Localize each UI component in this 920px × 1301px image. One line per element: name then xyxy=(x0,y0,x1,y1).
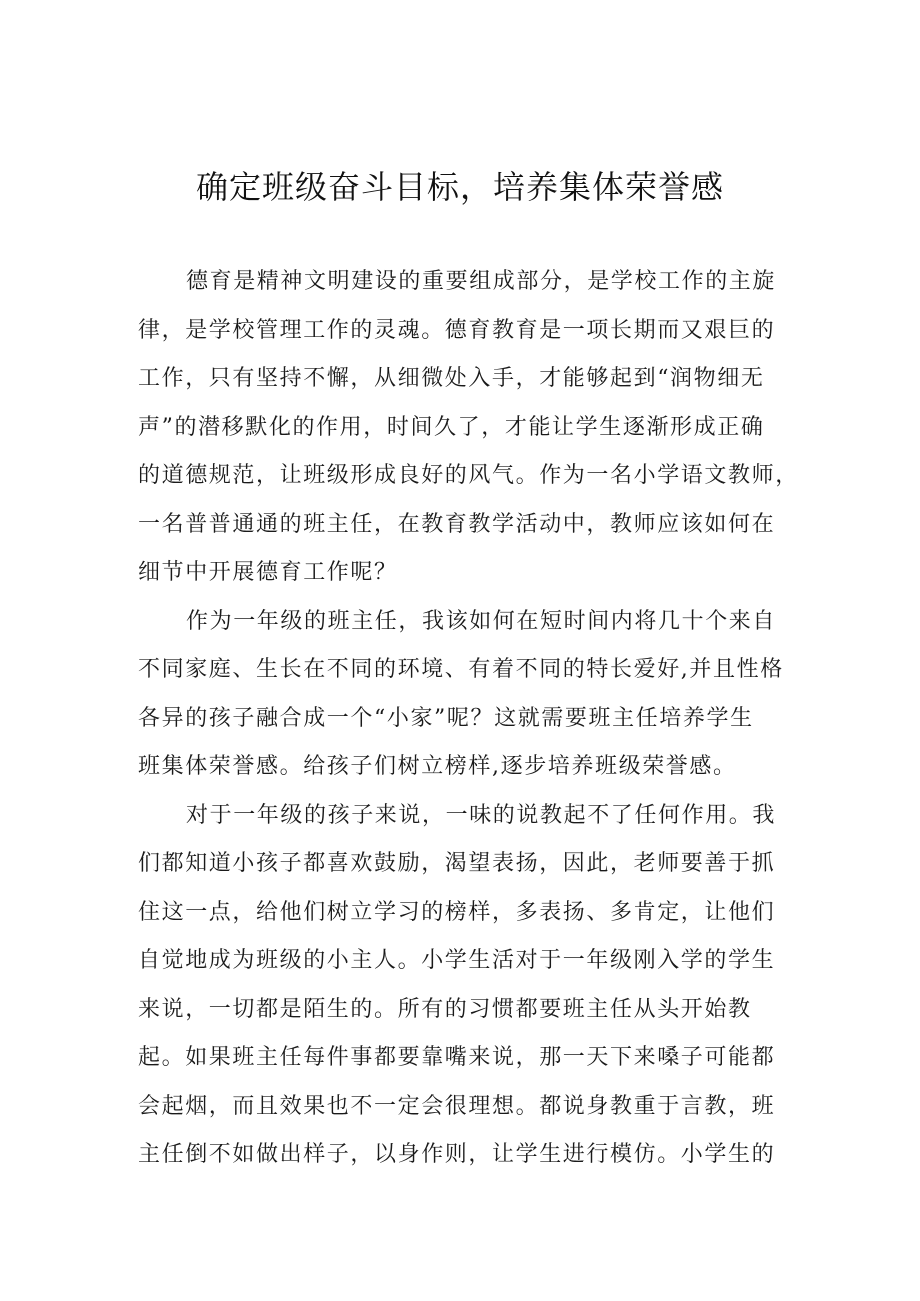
text-line: 班集体荣誉感。给孩子们树立榜样,逐步培养班级荣誉感。 xyxy=(138,754,737,779)
text-line: 们都知道小孩子都喜欢鼓励，渴望表扬，因此，老师要善于抓 xyxy=(138,851,776,876)
text-line: 不同家庭、生长在不同的环境、有着不同的特长爱好,并且性格 xyxy=(138,657,784,682)
text-line: 各异的孩子融合成一个“小家”呢？这就需要班主任培养学生 xyxy=(138,705,754,731)
document-title: 确定班级奋斗目标，培养集体荣誉感 xyxy=(195,168,724,206)
text-line: 会起烟，而且效果也不一定会很理想。都说身教重于言教，班 xyxy=(138,1093,776,1119)
text-line: 住这一点，给他们树立学习的榜样，多表扬、多肯定，让他们 xyxy=(138,899,776,925)
text-line: 工作，只有坚持不懈，从细微处入手，才能够起到“润物细无 xyxy=(138,366,765,391)
text-line: 声”的潜移默化的作用，时间久了，才能让学生逐渐形成正确 xyxy=(138,414,765,440)
text-line: 一名普普通通的班主任，在教育教学活动中，教师应该如何在 xyxy=(138,511,776,537)
text-line: 律，是学校管理工作的灵魂。德育教育是一项长期而又艰巨的 xyxy=(138,317,776,343)
text-line: 作为一年级的班主任，我该如何在短时间内将几十个来自 xyxy=(186,608,777,634)
text-line: 对于一年级的孩子来说，一味的说教起不了任何作用。我 xyxy=(186,802,777,828)
text-line: 自觉地成为班级的小主人。小学生活对于一年级刚入学的学生 xyxy=(138,948,776,973)
text-line: 来说，一切都是陌生的。所有的习惯都要班主任从头开始教 xyxy=(138,996,752,1022)
paragraph-2 xyxy=(138,598,783,792)
paragraph-3 xyxy=(138,792,783,1180)
document-body xyxy=(138,258,799,1180)
paragraph-1 xyxy=(138,258,799,598)
text-line: 起。如果班主任每件事都要靠嘴来说，那一天下来嗓子可能都 xyxy=(138,1045,776,1070)
text-line: 的道德规范，让班级形成良好的风气。作为一名小学语文教师， xyxy=(138,463,799,488)
text-line: 细节中开展德育工作呢？ xyxy=(138,560,398,585)
text-line: 德育是精神文明建设的重要组成部分，是学校工作的主旋 xyxy=(186,269,777,294)
text-line: 主任倒不如做出样子，以身作则，让学生进行模仿。小学生的 xyxy=(138,1142,776,1167)
